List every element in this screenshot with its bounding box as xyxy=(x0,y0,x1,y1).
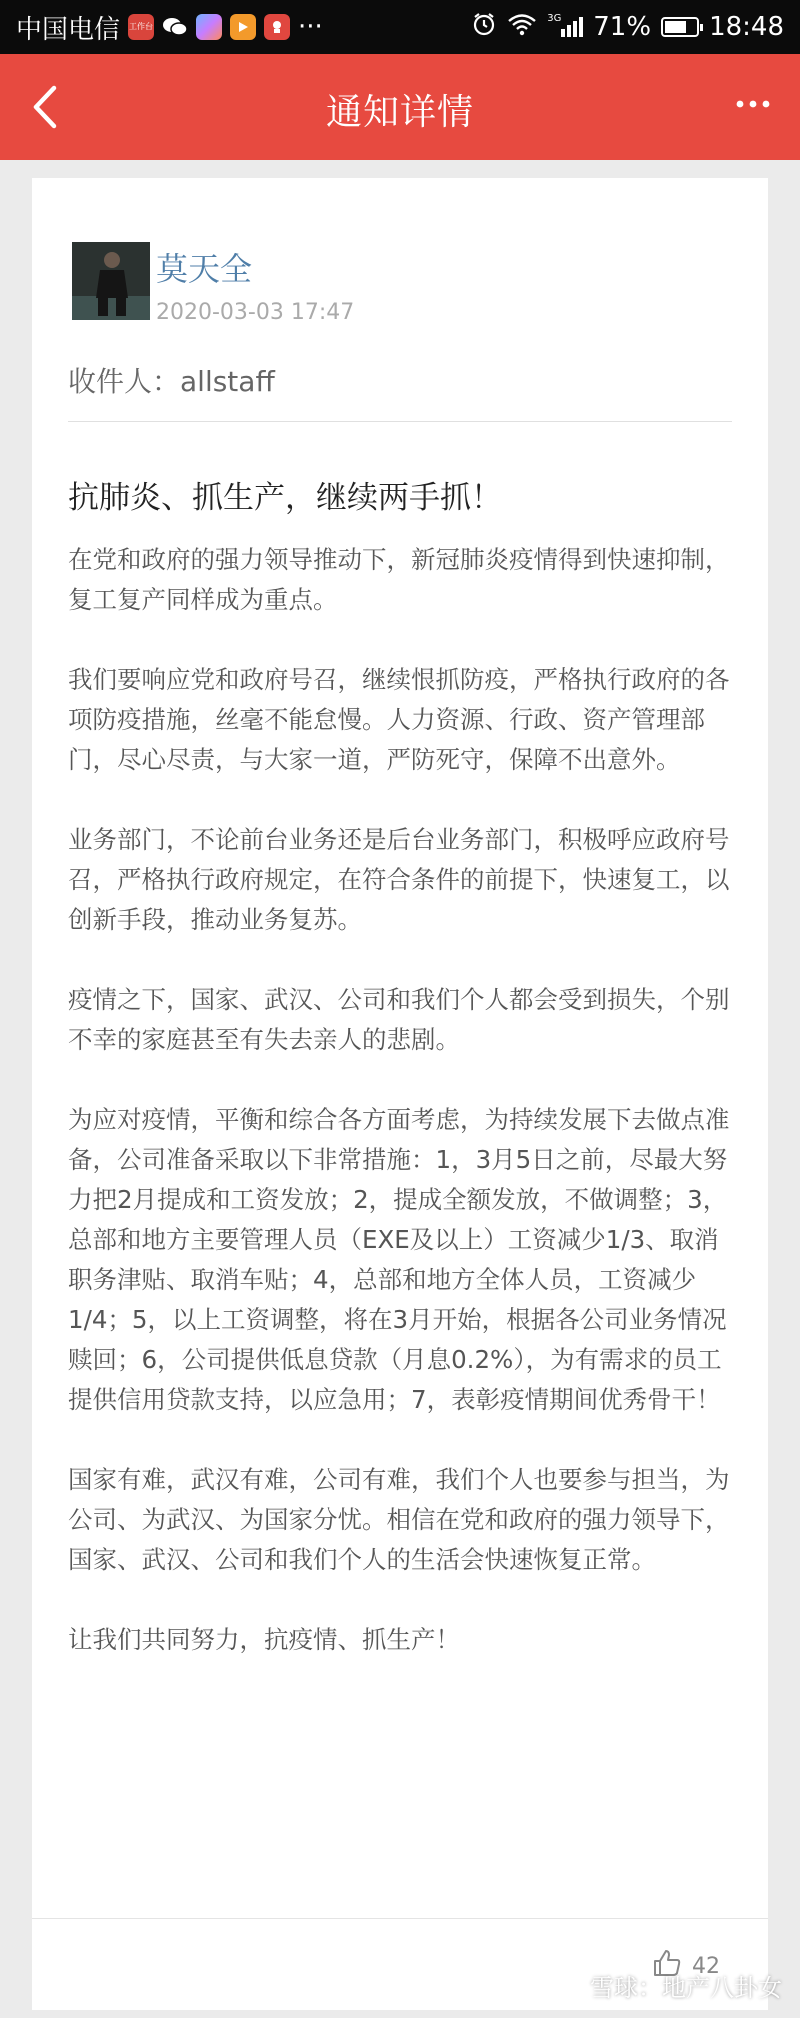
signal-icon xyxy=(547,13,583,37)
wechat-icon xyxy=(162,14,188,40)
battery-percent: 71% xyxy=(593,12,652,42)
message-title: 抗肺炎、抓生产，继续两手抓！ xyxy=(68,480,502,516)
navigation-bar xyxy=(0,54,800,160)
divider xyxy=(68,421,732,422)
body-paragraph: 让我们共同努力，抗疫情、抓生产！ xyxy=(68,1625,460,1654)
xueqiu-logo-icon xyxy=(554,1970,584,2002)
body-paragraph: 我们要响应党和政府号召，继续恨抓防疫，严格执行政府的各项防疫措施，丝毫不能怠慢。人力资源、行政、资产管理部门，尽心尽责，与大家一道，严防死守，保障不出意外。 xyxy=(68,665,730,774)
network-type-label: 3G xyxy=(547,13,562,24)
video-app-icon xyxy=(230,14,256,40)
clock: 18:48 xyxy=(709,12,784,42)
footer-divider xyxy=(32,1918,768,1919)
recipient-line: 收件人：allstaff xyxy=(68,365,275,398)
avatar[interactable] xyxy=(72,242,150,320)
carrier-label: 中国电信 xyxy=(16,14,121,45)
gallery-app-icon xyxy=(196,14,222,40)
alarm-icon xyxy=(471,11,497,44)
battery-icon xyxy=(661,17,699,37)
status-bar xyxy=(0,0,800,54)
work-app-label: 工作台 xyxy=(129,22,154,31)
body-paragraph: 国家有难，武汉有难，公司有难，我们个人也要参与担当，为公司、为武汉、为国家分忧。相信在党和政府的强力领导下，国家、武汉、公司和我们个人的生活会快速恢复正常。 xyxy=(68,1465,730,1574)
wifi-icon xyxy=(507,12,537,43)
more-notifications-label: ··· xyxy=(298,12,323,42)
watermark-text: 雪球：地产八卦女 xyxy=(590,1974,782,2002)
sent-timestamp: 2020-03-03 17:47 xyxy=(156,300,355,325)
battery-level xyxy=(665,21,686,33)
notification-card xyxy=(32,178,768,2010)
like-count: 42 xyxy=(692,1953,720,1979)
news-app-icon xyxy=(264,14,290,40)
page-title: 通知详情 xyxy=(325,92,474,133)
more-dots-icon[interactable] xyxy=(728,84,778,124)
message-body xyxy=(68,540,732,1700)
body-paragraph: 在党和政府的强力领导推动下，新冠肺炎疫情得到快速抑制，复工复产同样成为重点。 xyxy=(68,545,730,614)
work-app-icon xyxy=(128,14,154,40)
body-paragraph: 疫情之下，国家、武汉、公司和我们个人都会受到损失，个别不幸的家庭甚至有失去亲人的悲剧。 xyxy=(68,985,730,1054)
sender-name[interactable]: 莫天全 xyxy=(156,250,253,288)
watermark xyxy=(554,1968,782,2003)
body-paragraph: 业务部门，不论前台业务还是后台业务部门，积极呼应政府号召，严格执行政府规定，在符合条件的前提下，快速复工，以创新手段，推动业务复苏。 xyxy=(68,825,730,934)
body-paragraph: 为应对疫情，平衡和综合各方面考虑，为持续发展下去做点准备，公司准备采取以下非常措施：1，3月5日之前，尽最大努力把2月提成和工资发放；2，提成全额发放，不做调整；3，总部和地方主要管理人员（EXE及以上）工资减少1/3、取消职务津贴、取消车贴；4，总部和地方全体人员，工资减少1/4；5，以上工资调整，将在3月开始，根据各公司业务情况赎回；6，公司提供低息贷款（月息0.2%），为有需求的员工提供信用贷款支持，以应急用；7，表彰疫情期间优秀骨干！ xyxy=(68,1105,730,1414)
